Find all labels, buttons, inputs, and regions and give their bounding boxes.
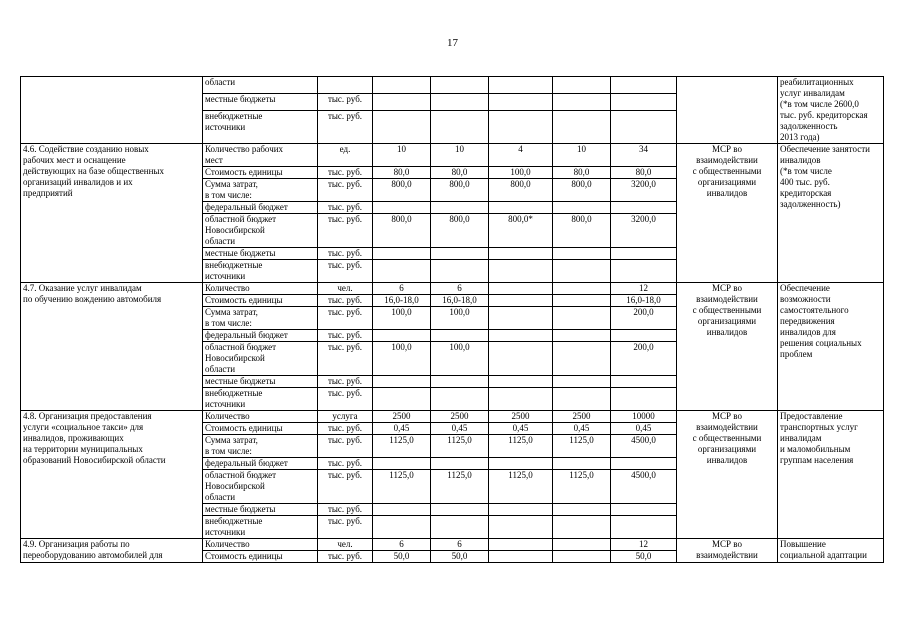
value-cell: 2500 xyxy=(373,411,431,423)
value-cell xyxy=(489,376,553,388)
value-cell: 0,45 xyxy=(373,423,431,435)
unit-cell: тыс. руб. xyxy=(318,248,373,260)
executor-cell: МСР во взаимодействии с общественными организациями инвалидов xyxy=(677,144,778,283)
unit-cell: тыс. руб. xyxy=(318,111,373,144)
value-cell: 1125,0 xyxy=(489,435,553,458)
value-cell: 1125,0 xyxy=(373,435,431,458)
value-cell: 1125,0 xyxy=(431,435,489,458)
indicator-cell: области xyxy=(203,77,318,94)
value-cell xyxy=(489,307,553,330)
value-cell xyxy=(553,330,611,342)
value-cell xyxy=(611,388,677,411)
value-cell xyxy=(553,202,611,214)
value-cell xyxy=(431,516,489,539)
value-cell xyxy=(431,458,489,470)
value-cell xyxy=(553,283,611,295)
value-cell xyxy=(431,248,489,260)
result-cell: реабилитационных услуг инвалидам (*в том числе 2600,0 тыс. руб. кредиторская задолженность 2013 года) xyxy=(778,77,884,144)
value-cell xyxy=(489,111,553,144)
indicator-cell: внебюджетные источники xyxy=(203,388,318,411)
section-name-cell xyxy=(21,77,203,144)
value-cell xyxy=(553,111,611,144)
value-cell xyxy=(373,260,431,283)
value-cell: 6 xyxy=(373,539,431,551)
value-cell xyxy=(489,283,553,295)
page-number: 17 xyxy=(447,37,458,49)
result-cell: Обеспечение возможности самостоятельного передвижения инвалидов для решения социальных проблем xyxy=(778,283,884,411)
value-cell xyxy=(373,504,431,516)
value-cell: 800,0 xyxy=(431,214,489,248)
unit-cell: тыс. руб. xyxy=(318,202,373,214)
unit-cell: тыс. руб. xyxy=(318,551,373,563)
value-cell: 1125,0 xyxy=(553,435,611,458)
value-cell: 6 xyxy=(431,539,489,551)
unit-cell: тыс. руб. xyxy=(318,214,373,248)
value-cell xyxy=(553,307,611,330)
indicator-cell: Сумма затрат, в том числе: xyxy=(203,307,318,330)
value-cell xyxy=(431,330,489,342)
value-cell xyxy=(611,202,677,214)
table-row xyxy=(21,77,884,94)
unit-cell: тыс. руб. xyxy=(318,342,373,376)
value-cell xyxy=(373,458,431,470)
value-cell: 0,45 xyxy=(553,423,611,435)
value-cell xyxy=(553,77,611,94)
unit-cell: чел. xyxy=(318,539,373,551)
indicator-cell: внебюджетные источники xyxy=(203,111,318,144)
value-cell xyxy=(489,77,553,94)
value-cell xyxy=(611,94,677,111)
result-cell: Обеспечение занятости инвалидов (*в том числе 400 тыс. руб. кредиторская задолженность) xyxy=(778,144,884,283)
unit-cell: тыс. руб. xyxy=(318,504,373,516)
unit-cell: тыс. руб. xyxy=(318,423,373,435)
unit-cell: ед. xyxy=(318,144,373,167)
unit-cell: чел. xyxy=(318,283,373,295)
value-cell: 4 xyxy=(489,144,553,167)
value-cell xyxy=(489,330,553,342)
value-cell xyxy=(611,458,677,470)
section-name-cell: 4.9. Организация работы по переоборудованию автомобилей для xyxy=(21,539,203,563)
value-cell: 6 xyxy=(431,283,489,295)
value-cell xyxy=(611,260,677,283)
value-cell xyxy=(553,539,611,551)
unit-cell: тыс. руб. xyxy=(318,516,373,539)
value-cell: 100,0 xyxy=(489,167,553,179)
value-cell xyxy=(489,260,553,283)
value-cell xyxy=(611,376,677,388)
value-cell: 2500 xyxy=(489,411,553,423)
indicator-cell: Количество рабочих мест xyxy=(203,144,318,167)
unit-cell: тыс. руб. xyxy=(318,435,373,458)
value-cell: 200,0 xyxy=(611,342,677,376)
unit-cell: тыс. руб. xyxy=(318,295,373,307)
value-cell: 800,0 xyxy=(553,179,611,202)
value-cell: 800,0 xyxy=(373,179,431,202)
value-cell: 1125,0 xyxy=(553,470,611,504)
value-cell: 800,0 xyxy=(373,214,431,248)
value-cell xyxy=(431,77,489,94)
executor-cell: МСР во взаимодействии с общественными организациями инвалидов xyxy=(677,411,778,539)
result-cell: Повышение социальной адаптации xyxy=(778,539,884,563)
value-cell xyxy=(373,202,431,214)
value-cell: 10 xyxy=(431,144,489,167)
value-cell: 100,0 xyxy=(431,307,489,330)
table-row xyxy=(21,539,884,551)
indicator-cell: местные бюджеты xyxy=(203,376,318,388)
value-cell xyxy=(373,77,431,94)
value-cell xyxy=(431,94,489,111)
value-cell: 1125,0 xyxy=(431,470,489,504)
value-cell xyxy=(611,248,677,260)
value-cell: 0,45 xyxy=(611,423,677,435)
indicator-cell: областной бюджет Новосибирской области xyxy=(203,342,318,376)
unit-cell: тыс. руб. xyxy=(318,167,373,179)
value-cell xyxy=(373,111,431,144)
value-cell xyxy=(489,551,553,563)
value-cell xyxy=(489,504,553,516)
indicator-cell: местные бюджеты xyxy=(203,504,318,516)
value-cell: 50,0 xyxy=(373,551,431,563)
value-cell: 50,0 xyxy=(611,551,677,563)
result-cell: Предоставление транспортных услуг инвалидам и маломобильным группам населения xyxy=(778,411,884,539)
value-cell: 80,0 xyxy=(373,167,431,179)
value-cell: 80,0 xyxy=(611,167,677,179)
value-cell: 3200,0 xyxy=(611,179,677,202)
value-cell: 80,0 xyxy=(431,167,489,179)
executor-cell: МСР во взаимодействии с общественными организациями инвалидов xyxy=(677,283,778,411)
unit-cell: тыс. руб. xyxy=(318,376,373,388)
section-name-cell: 4.7. Оказание услуг инвалидам по обучению вождению автомобиля xyxy=(21,283,203,411)
value-cell xyxy=(553,551,611,563)
value-cell xyxy=(553,260,611,283)
value-cell: 200,0 xyxy=(611,307,677,330)
indicator-cell: Сумма затрат, в том числе: xyxy=(203,179,318,202)
indicator-cell: внебюджетные источники xyxy=(203,516,318,539)
value-cell xyxy=(373,94,431,111)
value-cell: 10 xyxy=(553,144,611,167)
value-cell xyxy=(553,388,611,411)
value-cell: 800,0* xyxy=(489,214,553,248)
value-cell xyxy=(489,202,553,214)
value-cell xyxy=(431,202,489,214)
value-cell xyxy=(553,376,611,388)
unit-cell: тыс. руб. xyxy=(318,330,373,342)
indicator-cell: федеральный бюджет xyxy=(203,330,318,342)
value-cell: 12 xyxy=(611,539,677,551)
value-cell: 4500,0 xyxy=(611,470,677,504)
section-name-cell: 4.8. Организация предоставления услуги «социальное такси» для инвалидов, проживающих на территории муниципальных образований Новосибирской области xyxy=(21,411,203,539)
value-cell: 0,45 xyxy=(489,423,553,435)
value-cell xyxy=(373,248,431,260)
indicator-cell: Стоимость единицы xyxy=(203,295,318,307)
value-cell: 100,0 xyxy=(373,342,431,376)
value-cell: 4500,0 xyxy=(611,435,677,458)
value-cell: 1125,0 xyxy=(373,470,431,504)
value-cell xyxy=(553,342,611,376)
indicator-cell: Стоимость единицы xyxy=(203,167,318,179)
indicator-cell: внебюджетные источники xyxy=(203,260,318,283)
value-cell xyxy=(611,516,677,539)
value-cell: 0,45 xyxy=(431,423,489,435)
value-cell xyxy=(553,458,611,470)
value-cell xyxy=(611,330,677,342)
executor-cell xyxy=(677,77,778,144)
table-row xyxy=(21,411,884,423)
value-cell: 16,0-18,0 xyxy=(611,295,677,307)
value-cell xyxy=(553,94,611,111)
value-cell xyxy=(431,111,489,144)
indicator-cell: федеральный бюджет xyxy=(203,202,318,214)
value-cell xyxy=(553,504,611,516)
unit-cell: тыс. руб. xyxy=(318,179,373,202)
value-cell: 34 xyxy=(611,144,677,167)
table-row xyxy=(21,144,884,167)
value-cell: 800,0 xyxy=(431,179,489,202)
indicator-cell: Количество xyxy=(203,411,318,423)
value-cell: 16,0-18,0 xyxy=(431,295,489,307)
value-cell xyxy=(611,504,677,516)
unit-cell: услуга xyxy=(318,411,373,423)
unit-cell: тыс. руб. xyxy=(318,94,373,111)
indicator-cell: Количество xyxy=(203,539,318,551)
value-cell xyxy=(489,539,553,551)
value-cell xyxy=(431,260,489,283)
unit-cell: тыс. руб. xyxy=(318,260,373,283)
value-cell xyxy=(553,248,611,260)
indicator-cell: Сумма затрат, в том числе: xyxy=(203,435,318,458)
value-cell xyxy=(489,342,553,376)
unit-cell xyxy=(318,77,373,94)
value-cell xyxy=(611,77,677,94)
value-cell xyxy=(373,516,431,539)
value-cell: 3200,0 xyxy=(611,214,677,248)
value-cell: 1125,0 xyxy=(489,470,553,504)
indicator-cell: Стоимость единицы xyxy=(203,551,318,563)
value-cell: 100,0 xyxy=(373,307,431,330)
value-cell: 800,0 xyxy=(489,179,553,202)
value-cell xyxy=(373,330,431,342)
value-cell: 80,0 xyxy=(553,167,611,179)
executor-cell: МСР во взаимодействии xyxy=(677,539,778,563)
value-cell xyxy=(611,111,677,144)
indicator-cell: федеральный бюджет xyxy=(203,458,318,470)
program-table xyxy=(20,76,884,563)
unit-cell: тыс. руб. xyxy=(318,307,373,330)
value-cell: 10 xyxy=(373,144,431,167)
indicator-cell: Количество xyxy=(203,283,318,295)
value-cell xyxy=(489,295,553,307)
unit-cell: тыс. руб. xyxy=(318,470,373,504)
value-cell: 12 xyxy=(611,283,677,295)
value-cell xyxy=(431,504,489,516)
value-cell xyxy=(431,388,489,411)
value-cell: 6 xyxy=(373,283,431,295)
value-cell: 800,0 xyxy=(553,214,611,248)
indicator-cell: Стоимость единицы xyxy=(203,423,318,435)
value-cell xyxy=(489,388,553,411)
value-cell xyxy=(489,248,553,260)
value-cell xyxy=(553,516,611,539)
value-cell: 2500 xyxy=(553,411,611,423)
section-name-cell: 4.6. Содействие созданию новых рабочих мест и оснащение действующих на базе общественных организаций инвалидов и их предприятий xyxy=(21,144,203,283)
value-cell: 100,0 xyxy=(431,342,489,376)
value-cell xyxy=(431,376,489,388)
value-cell xyxy=(373,388,431,411)
value-cell xyxy=(489,516,553,539)
indicator-cell: областной бюджет Новосибирской области xyxy=(203,214,318,248)
value-cell xyxy=(489,458,553,470)
value-cell xyxy=(489,94,553,111)
table-row xyxy=(21,283,884,295)
value-cell: 10000 xyxy=(611,411,677,423)
unit-cell: тыс. руб. xyxy=(318,458,373,470)
indicator-cell: местные бюджеты xyxy=(203,94,318,111)
value-cell xyxy=(373,376,431,388)
value-cell xyxy=(553,295,611,307)
value-cell: 2500 xyxy=(431,411,489,423)
value-cell: 16,0-18,0 xyxy=(373,295,431,307)
value-cell: 50,0 xyxy=(431,551,489,563)
unit-cell: тыс. руб. xyxy=(318,388,373,411)
indicator-cell: местные бюджеты xyxy=(203,248,318,260)
indicator-cell: областной бюджет Новосибирской области xyxy=(203,470,318,504)
